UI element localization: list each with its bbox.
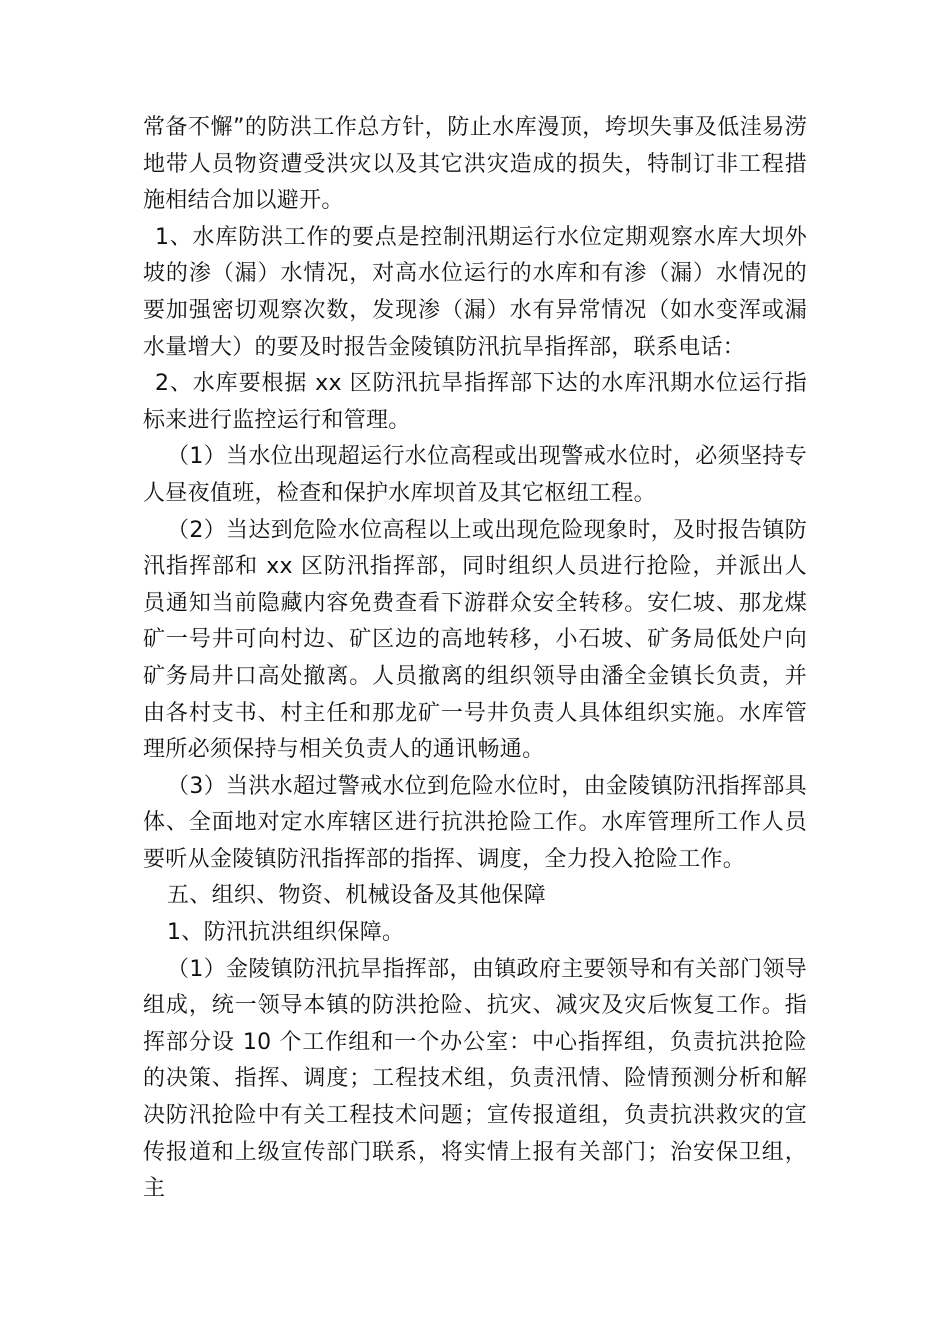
paragraph-subitem-3: （3）当洪水超过警戒水位到危险水位时，由金陵镇防汛指挥部具体、全面地对定水库辖区进行抗洪抢险工作。水库管理所工作人员要听从金陵镇防汛指挥部的指挥、调度，全力投入抢险工作。 — [143, 773, 807, 872]
section-heading-5: 五、组织、物资、机械设备及其他保障 — [167, 883, 547, 909]
paragraph-subitem-1: （1）当水位出现超运行水位高程或出现警戒水位时，必须坚持专人昼夜值班，检查和保护水库坝首及其它枢纽工程。 — [143, 444, 807, 506]
paragraph-flood-policy: 常备不懈”的防洪工作总方针，防止水库漫顶，垮坝失事及低洼易涝地带人员物资遭受洪灾以及其它洪灾造成的损失，特制订非工程措施相结合加以避开。 — [143, 115, 807, 214]
subsection-heading-1: 1、防汛抗洪组织保障。 — [167, 920, 405, 946]
paragraph-item-2: 2、水库要根据 xx 区防汛抗旱指挥部下达的水库汛期水位运行指标来进行监控运行和管理。 — [143, 371, 807, 433]
paragraph-item-1: 1、水库防洪工作的要点是控制汛期运行水位定期观察水库大坝外坡的渗（漏）水情况，对高水位运行的水库和有渗（漏）水情况的要加强密切观察次数，发现渗（漏）水有异常情况（如水变浑或漏水量增大）的要及时报告金陵镇防汛抗旱指挥部，联系电话： — [143, 224, 807, 360]
paragraph-organization: （1）金陵镇防汛抗旱指挥部，由镇政府主要领导和有关部门领导组成，统一领导本镇的防洪抢险、抗灾、减灾及灾后恢复工作。指挥部分设 10 个工作组和一个办公室：中心指挥组，负责抗洪抢险的决策、指挥、调度；工程技术组，负责汛情、险情预测分析和解决防汛抢险中有关工程技术问题；宣传报道组，负责抗洪救灾的宣传报道和上级宣传部门联系，将实情上报有关部门；治安保卫组，主 — [143, 956, 807, 1202]
document-body — [143, 110, 807, 1208]
paragraph-subitem-2: （2）当达到危险水位高程以上或出现危险现象时，及时报告镇防汛指挥部和 xx 区防汛指挥部，同时组织人员进行抢险，并派出人员通知当前隐藏内容免费查看下游群众安全转移。安仁坡、那龙煤矿一号井可向村边、矿区边的高地转移，小石坡、矿务局低处户向矿务局井口高处撤离。人员撤离的组织领导由潘全金镇长负责，并由各村支书、村主任和那龙矿一号井负责人具体组织实施。水库管理所必须保持与相关负责人的通讯畅通。 — [143, 517, 807, 763]
